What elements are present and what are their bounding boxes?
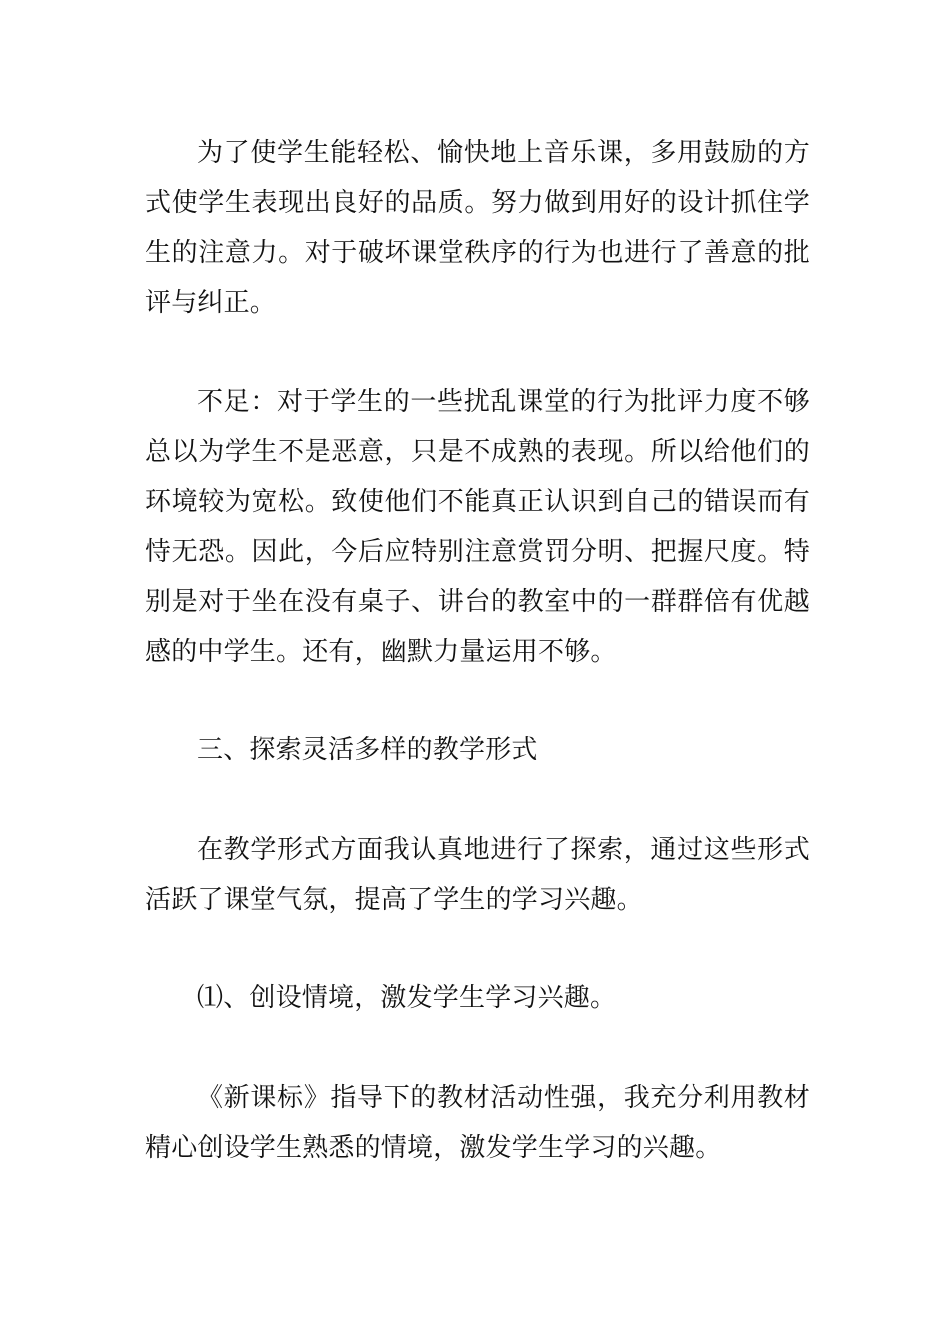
- paragraph-new-curriculum: 《新课标》指导下的教材活动性强，我充分利用教材精心创设学生熟悉的情境，激发学生学习的兴趣。: [145, 1083, 810, 1163]
- paragraph-encouragement: 为了使学生能轻松、愉快地上音乐课，多用鼓励的方式使学生表现出良好的品质。努力做到用好的设计抓住学生的注意力。对于破坏课堂秩序的行为也进行了善意的批评与纠正。: [145, 138, 810, 318]
- section-heading: 三、探索灵活多样的教学形式: [197, 735, 538, 765]
- paragraph-shortcomings: 不足：对于学生的一些扰乱课堂的行为批评力度不够总以为学生不是恶意，只是不成熟的表现。所以给他们的环境较为宽松。致使他们不能真正认识到自己的错误而有恃无恐。因此，今后应特别注意赏罚分明、把握尺度。特别是对于坐在没有桌子、讲台的教室中的一群群倍有优越感的中学生。还有，幽默力量运用不够。: [145, 387, 810, 667]
- subsection-heading: ⑴、创设情境，激发学生学习兴趣。: [197, 983, 617, 1013]
- paragraph-teaching-forms: 在教学形式方面我认真地进行了探索，通过这些形式活跃了课堂气氛，提高了学生的学习兴趣。: [145, 835, 810, 915]
